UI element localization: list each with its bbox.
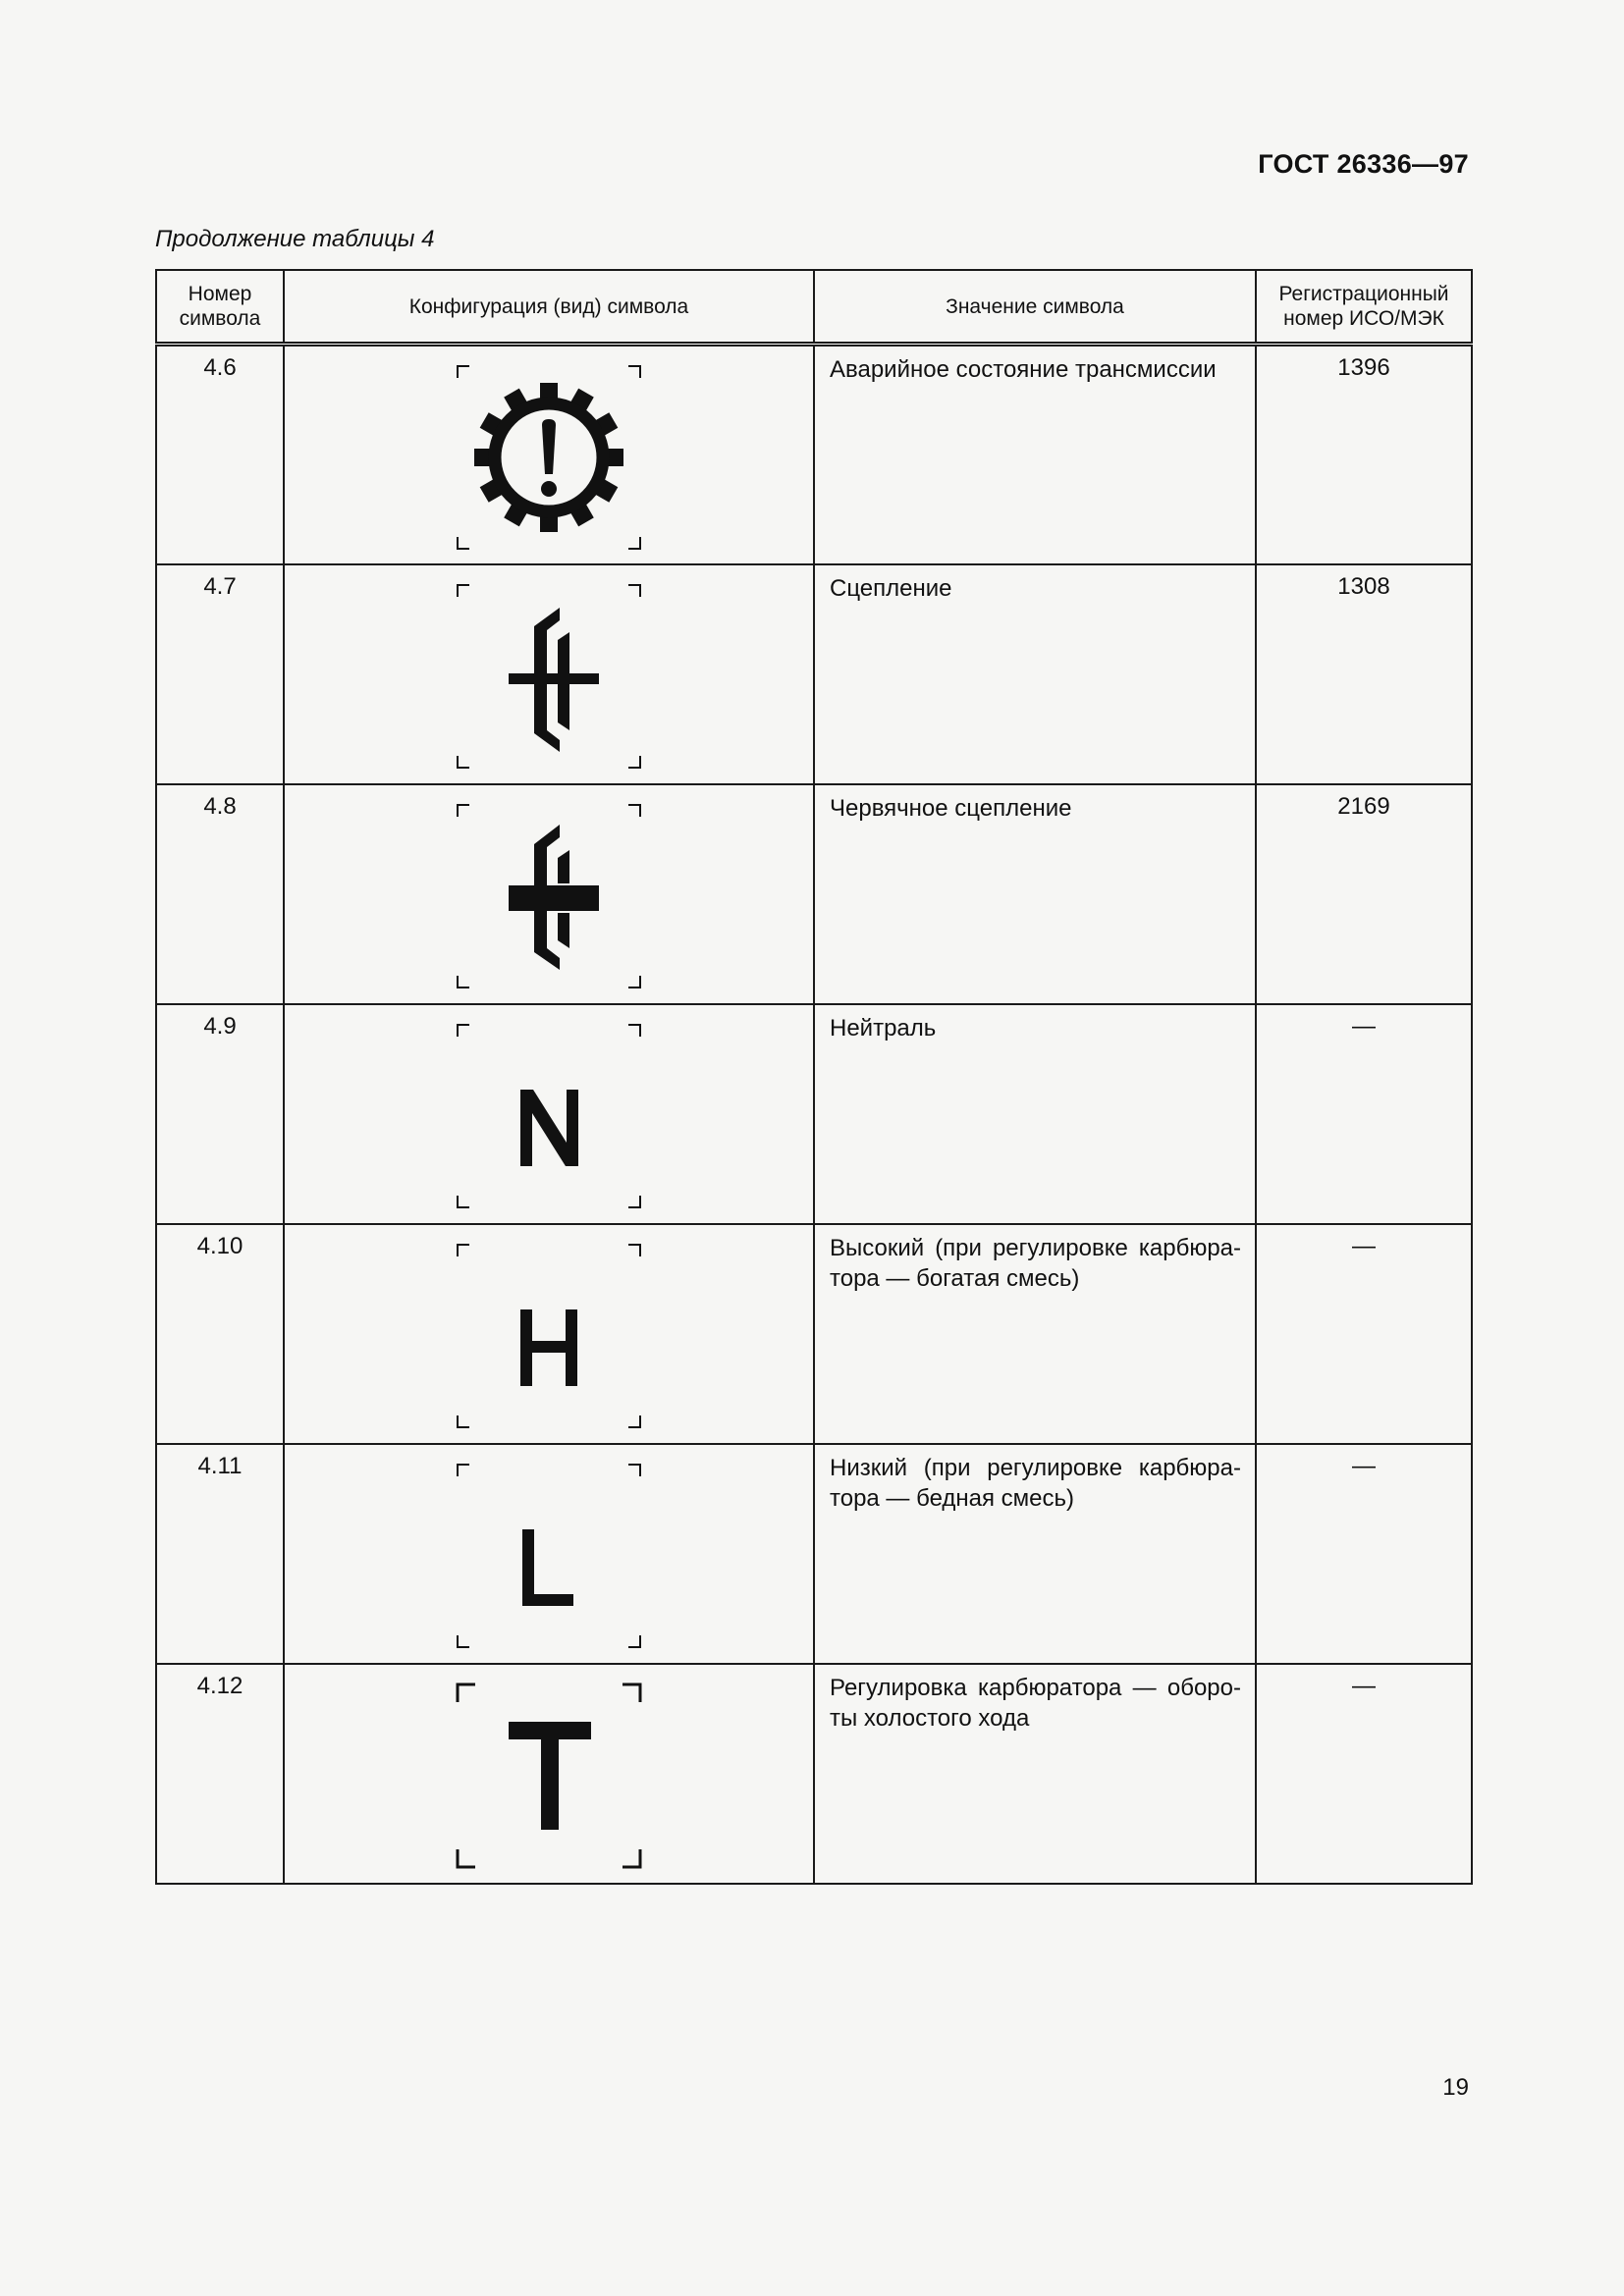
registration-number: 2169	[1337, 792, 1390, 820]
table-row	[156, 1224, 1472, 1444]
symbol-number: 4.6	[203, 354, 237, 381]
symbol-meaning: Червячное сцепление	[830, 794, 1072, 822]
symbol-meaning-cell	[814, 784, 1256, 1004]
symbol-number: 4.8	[203, 792, 237, 820]
standard-code: ГОСТ 26336—97	[1258, 149, 1469, 179]
table-row	[156, 1004, 1472, 1224]
registration-number-cell	[1256, 784, 1472, 1004]
page-number: 19	[1442, 2074, 1469, 2101]
table-row	[156, 345, 1472, 564]
symbol-configuration-cell	[284, 1444, 814, 1664]
symbol-number: 4.9	[203, 1012, 237, 1040]
symbol-number-cell	[156, 1444, 284, 1664]
registration-number-cell	[1256, 1224, 1472, 1444]
table-row	[156, 784, 1472, 1004]
letter-h-icon	[456, 1243, 642, 1429]
symbol-meaning: Сцепление	[830, 574, 952, 602]
letter-n-icon	[456, 1023, 642, 1209]
symbol-meaning: Нейтраль	[830, 1014, 937, 1041]
registration-number-cell	[1256, 564, 1472, 784]
symbol-meaning-cell	[814, 1444, 1256, 1664]
table-caption: Продолжение таблицы 4	[155, 226, 435, 252]
symbol-number-cell	[156, 564, 284, 784]
registration-number-cell	[1256, 1004, 1472, 1224]
symbol-number: 4.10	[196, 1232, 244, 1259]
symbol-number-cell	[156, 345, 284, 564]
symbol-number: 4.7	[203, 572, 237, 600]
symbol-number-cell	[156, 784, 284, 1004]
symbol-number-cell	[156, 1224, 284, 1444]
symbol-frame	[456, 803, 642, 989]
symbol-frame	[456, 1243, 642, 1429]
table-row	[156, 564, 1472, 784]
symbol-frame	[456, 1023, 642, 1209]
symbol-frame	[456, 583, 642, 770]
symbol-meaning: Регулировка карбюратора — оборо-ты холостого хода	[830, 1674, 1241, 1732]
symbol-meaning: Высокий (при регулировке карбюра-тора — богатая смесь)	[830, 1234, 1241, 1292]
registration-number: —	[1352, 1672, 1376, 1699]
symbol-meaning: Низкий (при регулировке карбюра-тора — бедная смесь)	[830, 1454, 1241, 1512]
letter-l-icon	[456, 1463, 642, 1649]
table-row	[156, 1444, 1472, 1664]
symbol-configuration-cell	[284, 1224, 814, 1444]
registration-number-cell	[1256, 1444, 1472, 1664]
symbol-meaning: Аварийное состояние трансмиссии	[830, 356, 1217, 383]
letter-t-icon	[456, 1682, 642, 1869]
symbol-meaning-cell	[814, 1004, 1256, 1224]
symbol-number: 4.12	[196, 1672, 244, 1699]
symbol-frame	[456, 1682, 642, 1869]
header-registration-number: Регистрационный номер ИСО/МЭК	[1256, 270, 1472, 345]
registration-number: —	[1352, 1012, 1376, 1040]
registration-number: —	[1352, 1452, 1376, 1479]
symbol-meaning-cell	[814, 345, 1256, 564]
symbol-configuration-cell	[284, 784, 814, 1004]
header-symbol-number: Номер символа	[156, 270, 284, 345]
symbol-configuration-cell	[284, 564, 814, 784]
registration-number: 1308	[1337, 572, 1390, 600]
symbol-meaning-cell	[814, 564, 1256, 784]
registration-number: 1396	[1337, 354, 1390, 381]
transmission-failure-gear-icon	[456, 364, 642, 551]
symbol-number: 4.11	[197, 1452, 243, 1479]
symbol-configuration-cell	[284, 1004, 814, 1224]
symbol-configuration-cell	[284, 1664, 814, 1884]
symbol-meaning-cell	[814, 1224, 1256, 1444]
symbol-meaning-cell	[814, 1664, 1256, 1884]
clutch-icon	[456, 583, 642, 770]
table-row	[156, 1664, 1472, 1884]
dog-clutch-icon	[456, 803, 642, 989]
symbol-configuration-cell	[284, 345, 814, 564]
header-symbol-meaning: Значение символа	[814, 270, 1256, 345]
symbol-frame	[456, 364, 642, 551]
header-symbol-configuration: Конфигурация (вид) символа	[284, 270, 814, 345]
symbol-number-cell	[156, 1664, 284, 1884]
registration-number-cell	[1256, 1664, 1472, 1884]
table-header-row	[156, 270, 1472, 345]
symbol-number-cell	[156, 1004, 284, 1224]
registration-number-cell	[1256, 345, 1472, 564]
registration-number: —	[1352, 1232, 1376, 1259]
symbol-frame	[456, 1463, 642, 1649]
symbols-table	[155, 269, 1473, 1885]
